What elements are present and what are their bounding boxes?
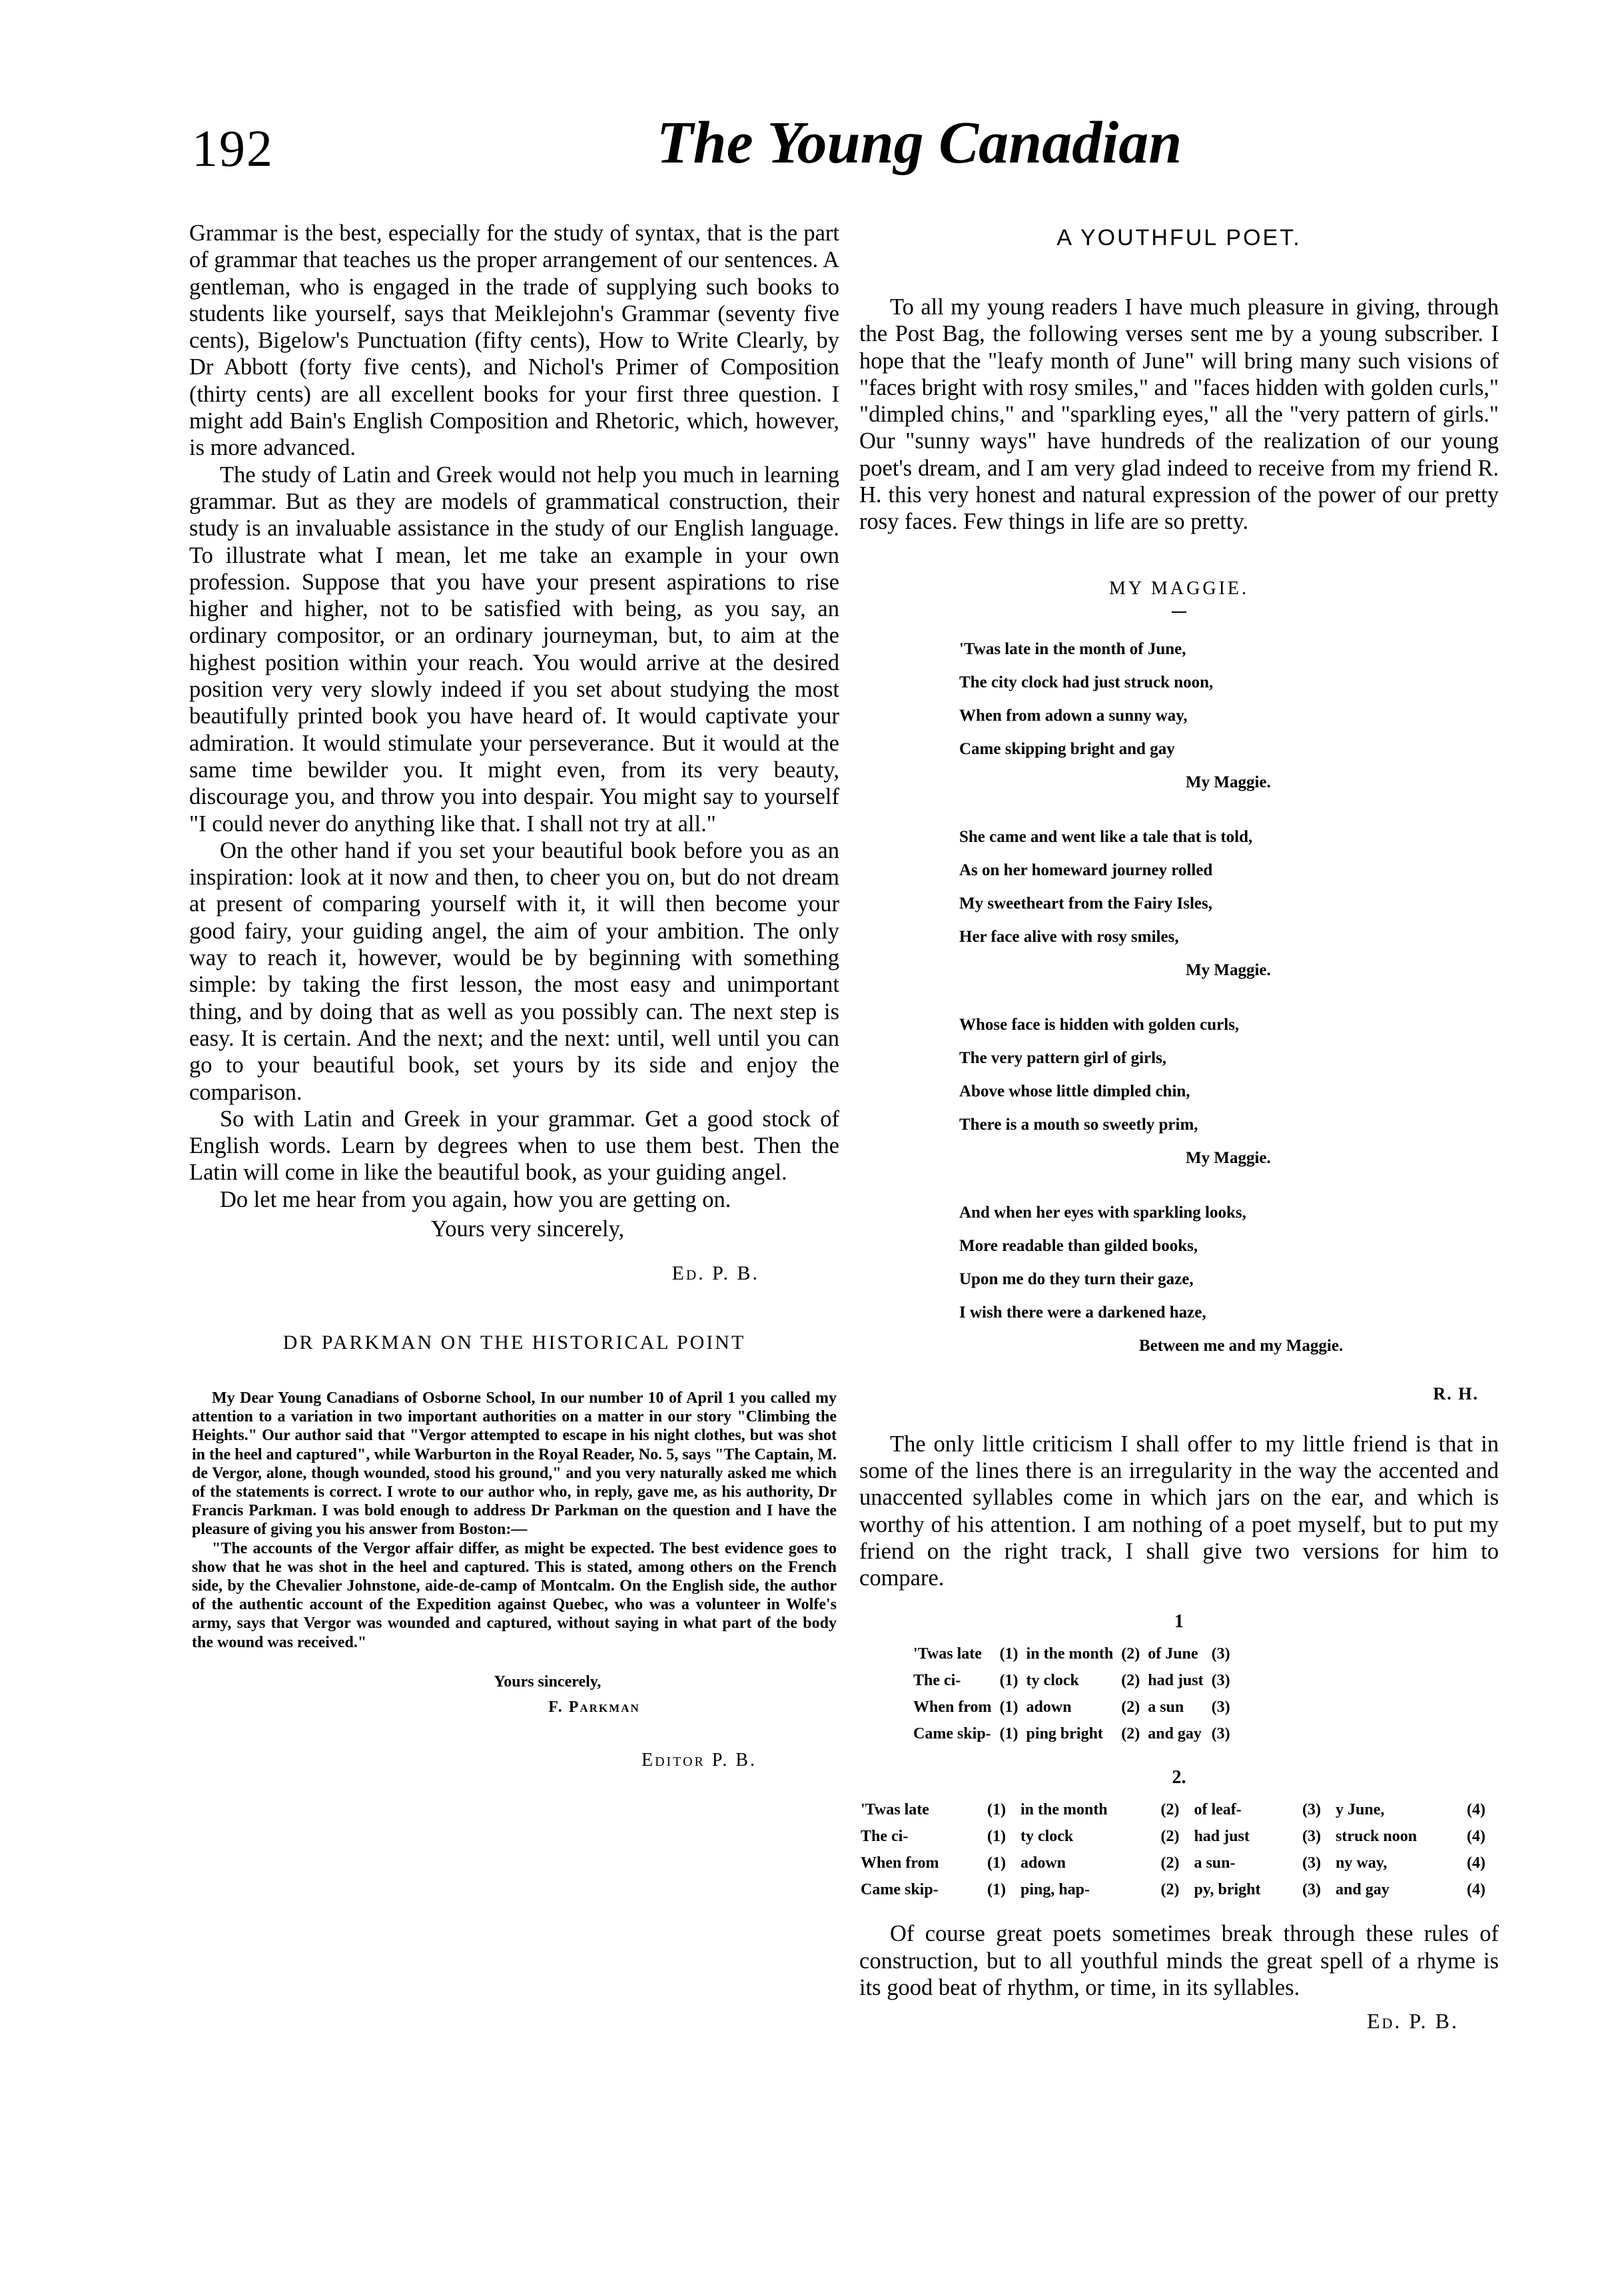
poem-stanza: [959, 633, 1499, 799]
poet-intro: To all my young readers I have much pleasure in giving, through the Post Bag, the following verses sent me by a young subscriber. I hope that the "leafy month of June" will bring many such visions of "faces bright with rosy smiles," and "faces hidden with golden curls," "dimpled chins," and "sparkling eyes," all the "very pattern of girls." Our "sunny ways" have hundreds of the realization of our young poet's dream, and I am very glad indeed to receive from my friend R. H. this very honest and natural expression of the power of our pretty rosy faces. Few things in life are so pretty.: [859, 294, 1499, 535]
reply-paragraph: On the other hand if you set your beautiful book before you as an inspiration: look at it now and then, to cheer you on, but do not dream at present of comparing yourself with it, it will then become your good fairy, your guiding angel, the aim of your ambition. The only way to reach it, however, would be by beginning with something simple: by taking the first lesson, the most easy and unimportant thing, and by doing that as well as you possibly can. The next step is easy. It is certain. And the next; and the next: until, well until you can go to your beautiful book, set yours by its side and enjoy the comparison.: [189, 837, 839, 1105]
reply-paragraph: Grammar is the best, especially for the study of syntax, that is the part of grammar that teaches us the proper arrangement of our sentences. A gentleman, who is engaged in the trade of supplying such books to students like yourself, says that Meiklejohn's Grammar (seventy five cents), Bigelow's Punctuation (fifty cents), How to Write Clearly, by Dr Abbott (forty five cents), and Nichol's Primer of Composition (thirty cents) are all excellent books for your first three question. I might add Bain's English Composition and Rhetoric, which, however, is more advanced.: [189, 220, 839, 461]
foot-number: (4): [1466, 1880, 1485, 1898]
foot-number: (1): [987, 1880, 1006, 1898]
foot-number: (1): [999, 1724, 1018, 1742]
version-row: [859, 1876, 1499, 1903]
version-row: [909, 1641, 1234, 1667]
foot-number: (2): [1121, 1724, 1140, 1742]
foot-number: (2): [1160, 1827, 1180, 1845]
foot-number: (4): [1466, 1827, 1485, 1845]
reply-paragraph: Do let me hear from you again, how you are getting on.: [220, 1186, 731, 1212]
version-1-table: [909, 1641, 1234, 1747]
version-row: [909, 1720, 1234, 1747]
editor-signature: Ed. P. B.: [1366, 2009, 1459, 2034]
version-row: [859, 1850, 1499, 1876]
poem-line: When from adown a sunny way,: [959, 706, 1188, 725]
version-2-table: [859, 1796, 1499, 1903]
foot-number: (2): [1160, 1854, 1180, 1872]
foot-number: (3): [1211, 1724, 1230, 1742]
syllable-group: Came skip-: [913, 1724, 991, 1742]
poem-title-rule: [1172, 611, 1186, 613]
poem-line: The city clock had just struck noon,: [959, 673, 1214, 691]
poem-refrain: My Maggie.: [1186, 773, 1271, 791]
syllable-group: ping, hap-: [1020, 1880, 1090, 1898]
reply-signoff: Yours very sincerely,: [430, 1216, 625, 1242]
letter-editor: Editor P. B.: [641, 1749, 757, 1770]
poem-stanza: [959, 1196, 1499, 1363]
version-2-label: 2.: [1172, 1767, 1186, 1788]
reply-paragraph: The study of Latin and Greek would not help you much in learning grammar. But as they are models of grammatical construction, their study is an invaluable assistance in the study of our English language. To illustrate what I mean, let me take an example in your own profession. Suppose that you have your present aspirations to rise higher and higher, not to be satisfied with being, as you say, an ordinary compositor, or an ordinary journeyman, but, to aim at the highest position within your reach. You would arrive at the desired position very very slowly indeed if you set about studying the most beautifully printed book you have heard of. It would captivate your admiration. It would stimulate your perseverance. But it would at the same time bewilder you. It might even, from its very beauty, discourage you, and throw you into despair. You might say to yourself "I could never do anything like that. I shall not try at all.": [189, 462, 839, 837]
syllable-group: When from: [861, 1854, 939, 1872]
poem-refrain: Between me and my Maggie.: [1139, 1336, 1344, 1355]
reply-paragraph: So with Latin and Greek in your grammar. Get a good stock of English words. Learn by degrees when to use them best. Then the Latin will come in like the beautiful book, as your guiding angel.: [189, 1106, 839, 1186]
foot-number: (2): [1121, 1698, 1140, 1716]
version-1-label: 1: [1174, 1611, 1184, 1633]
syllable-group: a sun: [1148, 1698, 1184, 1716]
masthead-title: The Young Canadian: [656, 110, 1182, 176]
syllable-group: in the month: [1020, 1800, 1108, 1818]
syllable-group: When from: [913, 1698, 992, 1716]
foot-number: (2): [1121, 1671, 1140, 1689]
syllable-group: had just: [1148, 1671, 1204, 1689]
foot-number: (2): [1160, 1800, 1180, 1818]
foot-number: (3): [1302, 1880, 1322, 1898]
parkman-headline: DR PARKMAN ON THE HISTORICAL POINT: [282, 1331, 746, 1353]
version-row: [859, 1796, 1499, 1823]
right-column: [859, 220, 1499, 2034]
syllable-group: in the month: [1026, 1645, 1114, 1663]
foot-number: (1): [987, 1827, 1006, 1845]
critique-paragraph: The only little criticism I shall offer to my little friend is that in some of the lines there is an irregularity in the way the accented and unaccented syllables come in which jars on the ear, and which is worthy of his attention. I am nothing of a poet myself, but to put my friend on the right track, I shall give two versions for him to compare.: [859, 1431, 1499, 1591]
letter-paragraph: "The accounts of the Vergor affair differ, as might be expected. The best evidence goes to show that he was shot in the heel and captured. This is stated, among others on the French side, by the Chevalier Johnstone, aide-de-camp of Montcalm. On the English side, the author of the authentic account of the Expedition against Quebec, who was a volunteer in Wolfe's army, says that Vergor was wounded and captured, without saying in what part of the body the wound was received.": [192, 1539, 837, 1651]
foot-number: (3): [1211, 1671, 1230, 1689]
poem-line: She came and went like a tale that is told,: [959, 827, 1253, 846]
poem-author: R. H.: [1433, 1383, 1479, 1403]
syllable-group: ny way,: [1336, 1854, 1388, 1872]
foot-number: (3): [1302, 1854, 1322, 1872]
parkman-letter: [189, 1389, 839, 1771]
foot-number: (2): [1121, 1645, 1140, 1663]
syllable-group: adown: [1020, 1854, 1066, 1872]
poem-line: I wish there were a darkened haze,: [959, 1303, 1206, 1322]
closing-paragraph: Of course great poets sometimes break through these rules of construction, but to all youthful minds the great spell of a rhyme is its good beat of rhythm, or time, in its syllables.: [859, 1921, 1499, 2001]
foot-number: (2): [1160, 1880, 1180, 1898]
foot-number: (4): [1466, 1800, 1485, 1818]
syllable-group: The ci-: [861, 1827, 909, 1845]
syllable-group: The ci-: [913, 1671, 961, 1689]
syllable-group: a sun-: [1194, 1854, 1236, 1872]
poem-stanza: [959, 1008, 1499, 1175]
poem-stanza: [959, 821, 1499, 987]
poem-refrain: My Maggie.: [1186, 1148, 1271, 1167]
syllable-group: ty clock: [1026, 1671, 1079, 1689]
poem-line: And when her eyes with sparkling looks,: [959, 1203, 1246, 1222]
version-row: [859, 1823, 1499, 1850]
foot-number: (3): [1211, 1698, 1230, 1716]
left-column: [189, 220, 839, 1771]
poem-line: Came skipping bright and gay: [959, 739, 1175, 758]
poem-title: MY MAGGIE.: [1108, 577, 1250, 599]
poem-line: Whose face is hidden with golden curls,: [959, 1015, 1240, 1034]
syllable-group: 'Twas late: [913, 1645, 982, 1663]
poem-line: As on her homeward journey rolled: [959, 861, 1213, 879]
foot-number: (1): [999, 1645, 1018, 1663]
letter-signature: F. Parkman: [548, 1698, 640, 1716]
syllable-group: adown: [1026, 1698, 1072, 1716]
foot-number: (3): [1211, 1645, 1230, 1663]
poem-line: More readable than gilded books,: [959, 1236, 1198, 1255]
syllable-group: ty clock: [1020, 1827, 1074, 1845]
poem-line: My sweetheart from the Fairy Isles,: [959, 894, 1212, 913]
letter-close: Yours sincerely,: [494, 1673, 602, 1691]
syllable-group: ping bright: [1026, 1724, 1103, 1742]
syllable-group: struck noon: [1336, 1827, 1418, 1845]
syllable-group: Came skip-: [861, 1880, 939, 1898]
foot-number: (3): [1302, 1827, 1322, 1845]
version-row: [909, 1667, 1234, 1694]
version-row: [909, 1694, 1234, 1720]
poem-refrain: My Maggie.: [1186, 960, 1271, 979]
syllable-group: y June,: [1336, 1800, 1385, 1818]
poem-line: There is a mouth so sweetly prim,: [959, 1115, 1198, 1134]
poem-line: 'Twas late in the month of June,: [959, 639, 1186, 658]
poem-line: The very pattern girl of girls,: [959, 1048, 1167, 1067]
foot-number: (1): [999, 1671, 1018, 1689]
poem-line: Upon me do they turn their gaze,: [959, 1270, 1194, 1288]
foot-number: (4): [1466, 1854, 1485, 1872]
poem-line: Her face alive with rosy smiles,: [959, 927, 1179, 946]
syllable-group: py, bright: [1194, 1880, 1261, 1898]
foot-number: (1): [987, 1800, 1006, 1818]
poet-headline: A YOUTHFUL POET.: [1056, 225, 1302, 250]
syllable-group: and gay: [1148, 1724, 1202, 1742]
syllable-group: 'Twas late: [861, 1800, 929, 1818]
foot-number: (1): [987, 1854, 1006, 1872]
poem-line: Above whose little dimpled chin,: [959, 1082, 1190, 1100]
syllable-group: of leaf-: [1194, 1800, 1242, 1818]
foot-number: (3): [1302, 1800, 1322, 1818]
syllable-group: and gay: [1336, 1880, 1390, 1898]
syllable-group: of June: [1148, 1645, 1198, 1663]
foot-number: (1): [999, 1698, 1018, 1716]
letter-paragraph: My Dear Young Canadians of Osborne School, In our number 10 of April 1 you called my attention to a variation in two important authorities on a matter in our story "Climbing the Heights." Our author said that "Vergor attempted to escape in his night clothes, but was shot in the heel and captured", while Warburton in the Royal Reader, No. 5, says "The Captain, M. de Vergor, alone, though wounded, stood his ground," and you very naturally asked me which of the statements is correct. I wrote to our author who, in reply, gave me, as his authority, Dr Francis Parkman. I was bold enough to address Dr Parkman on the question and I have the pleasure of giving you his answer from Boston:—: [192, 1389, 837, 1539]
page-number: 192: [192, 119, 274, 177]
editor-signature: Ed. P. B.: [671, 1262, 759, 1284]
poem: [959, 633, 1499, 1363]
syllable-group: had just: [1194, 1827, 1250, 1845]
